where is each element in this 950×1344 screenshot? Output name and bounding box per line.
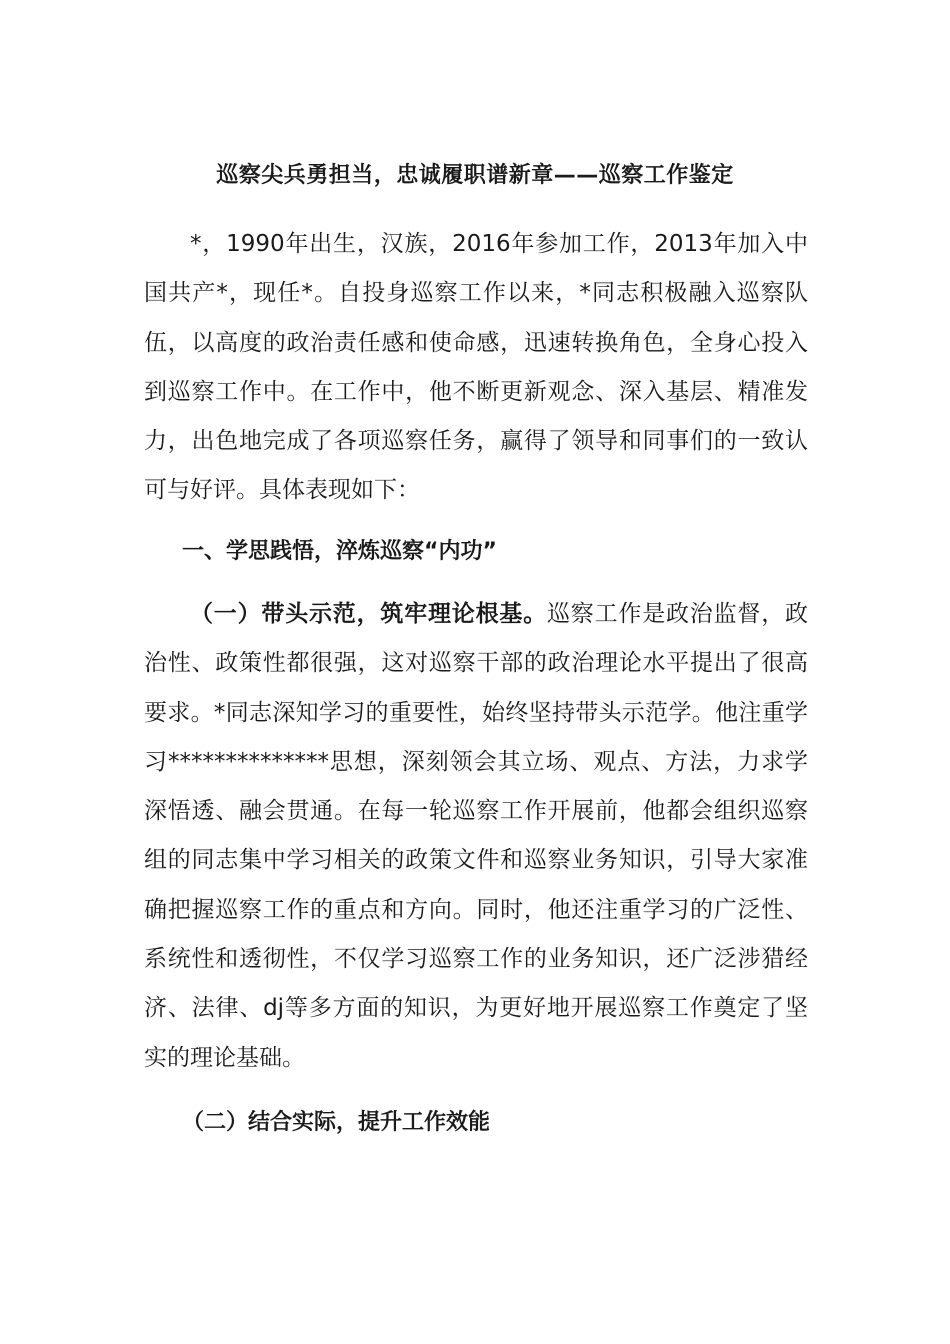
section-1-heading: 一、学思践悟，淬炼巡察“内功” xyxy=(182,539,497,564)
intro-paragraph: *，1990年出生，汉族，2016年参加工作，2013年加入中国共产*，现任*。自投身巡察工作以来，*同志积极融入巡察队伍，以高度的政治责任感和使命感，迅速转换角色，全身心投入到巡察工作中。在工作中，他不断更新观念、深入基层、精准发力，出色地完成了各项巡察任务，赢得了领导和同事们的一致认可与好评。具体表现如下： xyxy=(144,231,808,504)
subsection-1-text: 巡察工作是政治监督，政治性、政策性都很强，这对巡察干部的政治理论水平提出了很高要求。*同志深知学习的重要性，始终坚持带头示范学。他注重学习**************思想，深刻领会其立场、观点、方法，力求学深悟透、融会贯通。在每一轮巡察工作开展前，他都会组织巡察组的同志集中学习相关的政策文件和巡察业务知识，引导大家准确把握巡察工作的重点和方向。同时，他还注重学习的广泛性、系统性和透彻性，不仅学习巡察工作的业务知识，还广泛涉猎经济、法律、dj等多方面的知识，为更好地开展巡察工作奠定了坚实的理论基础。 xyxy=(144,601,809,1071)
subsection-1-lead: （一）带头示范，筑牢理论根基。 xyxy=(190,601,547,627)
subsection-1-paragraph xyxy=(144,590,808,1083)
document-title: 巡察尖兵勇担当，忠诚履职谱新章——巡察工作鉴定 xyxy=(216,163,734,188)
subsection-2-heading: （二）结合实际，提升工作效能 xyxy=(182,1110,491,1135)
